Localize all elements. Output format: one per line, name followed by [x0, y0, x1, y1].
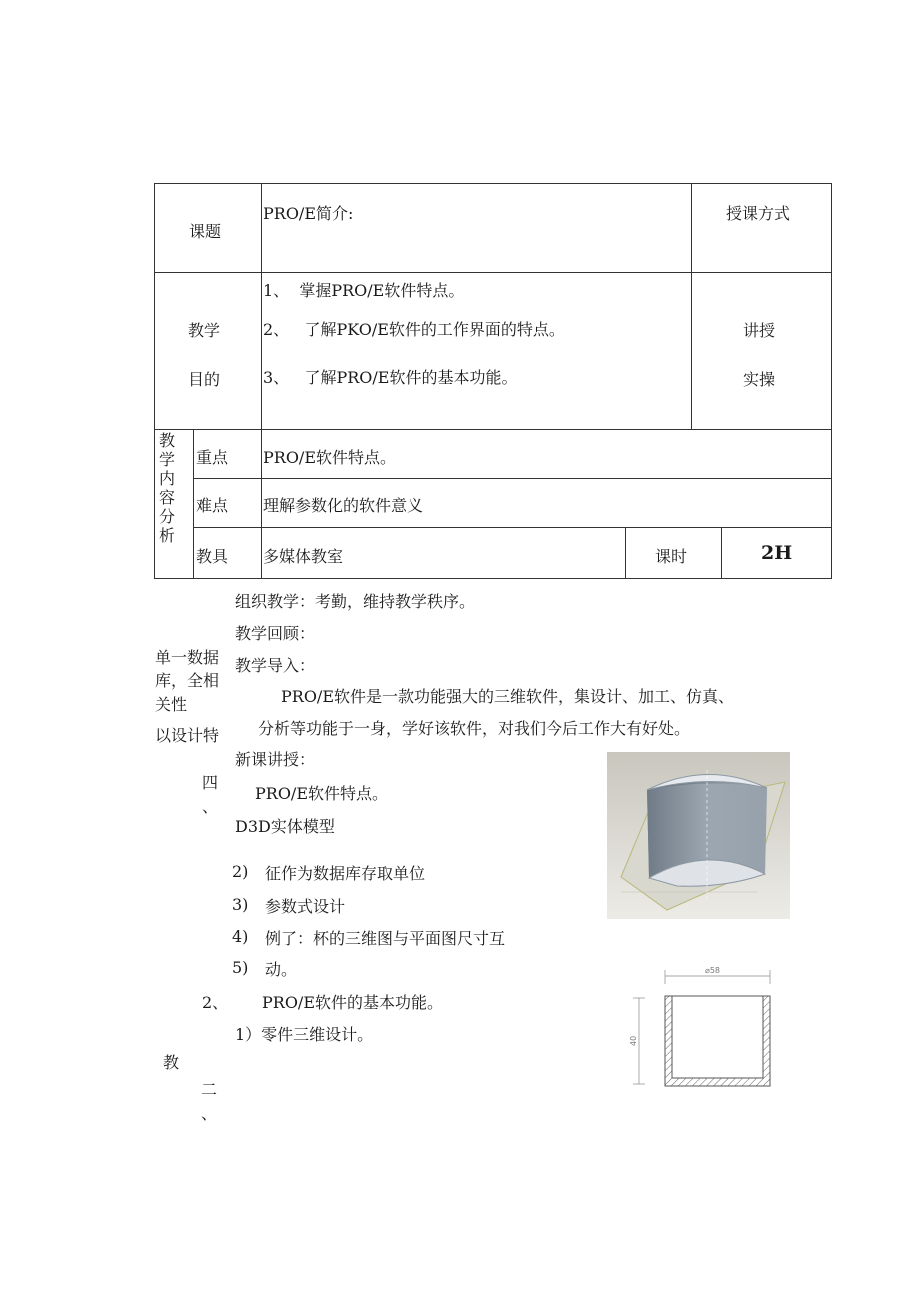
- section-four-num: 四: [202, 773, 219, 792]
- side-note-1: 单一数据: [155, 648, 220, 667]
- difficulty-label: 难点: [196, 496, 229, 515]
- topic-label: 课题: [189, 222, 222, 241]
- goal-item-1: 1、 掌握PRO/E软件特点。: [263, 281, 465, 300]
- difficulty-value: 理解参数化的软件意义: [263, 496, 424, 515]
- hours-value: 2H: [761, 542, 793, 564]
- method-label: 授课方式: [726, 204, 791, 223]
- goal-item-3: 3、 了解PRO/E软件的基本功能。: [263, 368, 518, 387]
- list-item: 参数式设计: [265, 897, 346, 916]
- list-item-num: 5): [232, 958, 249, 977]
- new-lesson-line: 新课讲授：: [235, 750, 316, 769]
- item-d3d: D3D实体模型: [235, 817, 335, 836]
- method-practice: 实操: [743, 370, 776, 389]
- list-item: 征作为数据库存取单位: [265, 864, 426, 883]
- hours-label: 课时: [655, 547, 688, 566]
- list-item: 动。: [265, 960, 298, 979]
- section-four-dun: 、: [202, 797, 219, 816]
- list-item-num: 4): [232, 927, 249, 946]
- goal-item-2: 2、 了解PKO/E软件的工作界面的特点。: [263, 320, 565, 339]
- intro-paragraph-2: 分析等功能于一身，学好该软件，对我们今后工作大有好处。: [258, 719, 691, 738]
- bottom-dun: 、: [201, 1104, 218, 1123]
- goals-label-2: 目的: [188, 370, 221, 389]
- review-line: 教学回顾：: [235, 624, 316, 643]
- topic-value: PRO/E简介:: [263, 204, 354, 223]
- side-note-3: 关性: [155, 695, 188, 714]
- cup-section-drawing: [625, 962, 775, 1090]
- key-label: 重点: [196, 448, 229, 467]
- list-item-num: 2): [232, 862, 249, 881]
- goals-label-1: 教学: [188, 321, 221, 340]
- cup-3d-render: [607, 752, 790, 919]
- intro-paragraph-1: PRO/E软件是一款功能强大的三维软件，集设计、加工、仿真、: [281, 687, 735, 706]
- organize-line: 组织教学：考勤，维持教学秩序。: [235, 592, 476, 611]
- list-item: 例了：杯的三维图与平面图尺寸互: [265, 929, 506, 948]
- bottom-jiao: 教: [163, 1053, 180, 1072]
- bottom-er: 二: [201, 1080, 218, 1099]
- drawing-dim-side: 40: [629, 1035, 638, 1046]
- side-note-4: 以设计特: [155, 726, 220, 745]
- key-value: PRO/E软件特点。: [263, 448, 397, 467]
- method-lecture: 讲授: [743, 321, 776, 340]
- section2-title: PRO/E软件的基本功能。: [262, 993, 444, 1012]
- tools-label: 教具: [196, 547, 229, 566]
- tools-value: 多媒体教室: [263, 547, 344, 566]
- section2-num: 2、: [202, 993, 229, 1012]
- sub-item-1: 1）零件三维设计。: [235, 1025, 374, 1044]
- section1-title: PRO/E软件特点。: [255, 784, 389, 803]
- side-note-2: 库，全相: [155, 671, 220, 690]
- intro-line: 教学导入：: [235, 656, 316, 675]
- drawing-dim-top: ⌀58: [705, 966, 720, 975]
- list-item-num: 3): [232, 895, 249, 914]
